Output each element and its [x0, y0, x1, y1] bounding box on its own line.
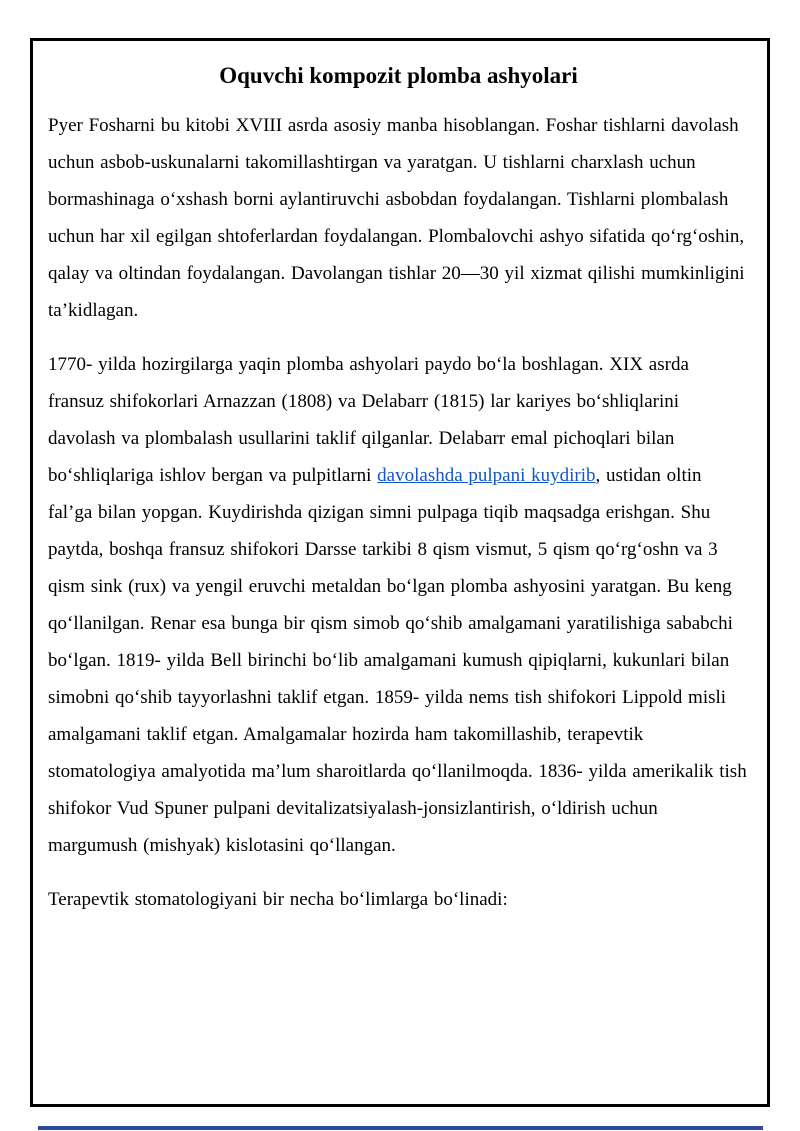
paragraph-terapevtik-intro: Terapevtik stomatologiyani bir necha boʻlimlarga boʻlinadi: [48, 889, 508, 910]
paragraph-history-1770 [48, 346, 749, 864]
paragraph-2-text-after-link: , ustidan oltin fal’ga bilan yopgan. Kuydirishda qizigan simni pulpaga tiqib maqsadga erishgan. Shu paytda, boshqa fransuz shifokori Darsse tarkibi 8 qism vismut, 5 qism qoʻrgʻoshn va 3 qism sink (rux) va yengil eruvchi metaldan boʻlgan plomba ashyosini yaratgan. Bu keng qoʻllanilgan. Renar esa bunga bir qism simob qoʻshib amalgamani yaratilishiga sababchi boʻlgan. 1819- yilda Bell birinchi boʻlib amalgamani kumush qipiqlarni, kukunlari bilan simobni qoʻshib tayyorlashni taklif etgan. 1859- yilda nems tish shifokori Lippold misli amalgamani taklif etgan. Amalgamalar hozirda ham takomillashib, terapevtik stomatologiya amalyotida ma’lum sharoitlarda qoʻllanilmoqda. 1836- yilda amerikalik tish shifokor Vud Spuner pulpani devitalizatsiyalash-jonsizlantirish, oʻldirish uchun margumush (mishyak) kislotasini qoʻllangan. [48, 465, 747, 856]
paragraph-history-foshar: Pyer Fosharni bu kitobi XVIII asrda asosiy manba hisoblangan. Foshar tishlarni davolash uchun asbob-uskunalarni takomillashtirgan va yaratgan. U tishlarni charxlash uchun bormashinaga oʻxshash borni aylantiruvchi asbobdan foydalangan. Tishlarni plombalash uchun har xil egilgan shtoferlardan foydalangan. Plombalovchi ashyo sifatida qoʻrgʻoshin, qalay va oltindan foydalangan. Davolangan tishlar 20—30 yil xizmat qilishi mumkinligini ta’kidlagan. [48, 115, 745, 321]
bottom-accent-bar [38, 1126, 763, 1130]
hyperlink-davolashda-pulpani-kuydirib[interactable]: davolashda pulpani kuydirib [377, 465, 596, 486]
paragraph-2-text-before-link: 1770- yilda hozirgilarga yaqin plomba ashyolari paydo boʻla boshlagan. XIX asrda fransuz shifokorlari Arnazzan (1808) va Delabarr (1815) lar kariyes boʻshliqlarini davolash va plombalash usullarini taklif qilganlar. Delabarr emal pichoqlari bilan boʻshliqlariga ishlov bergan va pulpitlarni [48, 354, 689, 486]
page-border-frame [30, 38, 770, 1107]
document-title: Oquvchi kompozit plomba ashyolari [219, 63, 578, 88]
